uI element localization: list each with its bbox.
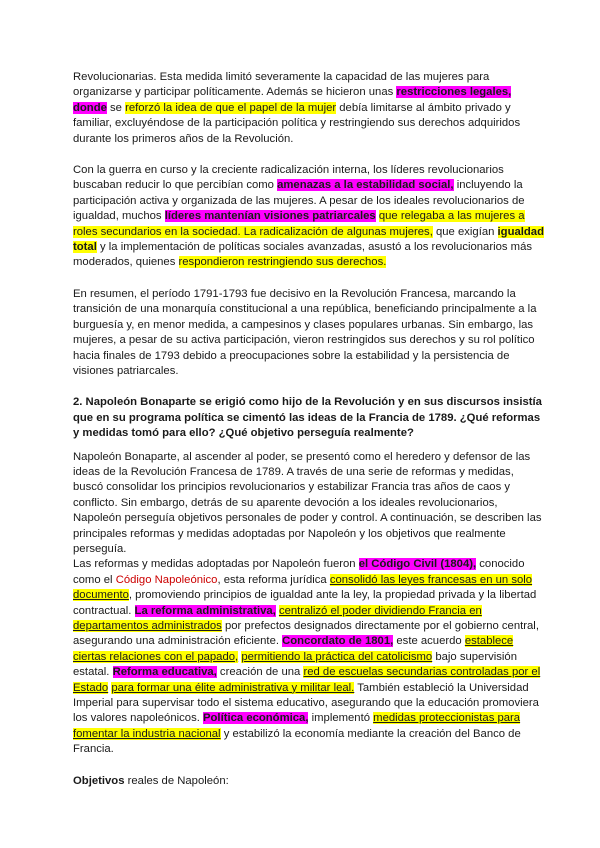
text-run: se: [106, 101, 126, 114]
text-run: incluyendo la participación activa y organizada de las mujeres. A pesar de los ideales revolucionarios de igualdad, muchos: [73, 179, 525, 223]
text-run: y estabilizó la economía mediante la creación del Banco de Francia.: [73, 727, 521, 756]
text-run: Con la guerra en curso y la creciente radicalización interna, los líderes revolucionarios buscaban reducir lo que percibían como: [73, 164, 504, 192]
paragraph-war-radicalization: [73, 163, 544, 271]
objectives-bold: Objetivos: [73, 774, 125, 787]
text-run: También estableció la Universidad Imperial para supervisar todo el sistema educativo, asegurando que la educación promoviera los valores napoleónicos.: [73, 681, 539, 725]
text-run: bajo supervisión estatal.: [73, 650, 517, 679]
red-text: Código Napoleónico: [115, 573, 218, 586]
objectives-heading: [73, 774, 544, 789]
text-run: Revolucionarias. Esta medida limitó severamente la capacidad de las mujeres para organizarse y participar políticamente. Además se hicieron unas: [73, 71, 490, 99]
highlight-magenta: Reforma educativa,: [112, 666, 217, 679]
text-run: , esta reforma jurídica: [217, 573, 330, 586]
highlight-magenta: La reforma administrativa,: [134, 604, 276, 617]
text-run: implementó: [308, 712, 374, 725]
paragraph-napoleon-intro: Napoleón Bonaparte, al ascender al poder, se presentó como el heredero y defensor de las ideas de la Revolución Francesa de 1789. A través de una serie de reformas y medidas, buscó consolidar los principios revolucionarios y estabilizar Francia tras años de caos y conflicto. Sin embargo, detrás de su aparente devoción a los ideales revolucionarios, Napoleón perseguía objetivos personales de poder y control. A continuación, se describen las principales reformas y medidas adoptadas por Napoleón y los objetivos que realmente perseguía.: [73, 450, 542, 555]
text-run: debía limitarse al ámbito privado y familiar, excluyéndose de la participación política y restringiendo sus derechos adquiridos durante los primeros años de la Revolución.: [73, 101, 521, 145]
highlight-yellow: consolidó las leyes francesas en un solo documento: [73, 573, 533, 602]
highlight-yellow: respondieron restringiendo sus derechos.: [178, 256, 387, 269]
highlight-magenta: el Código Civil (1804),: [358, 558, 477, 571]
question-heading: 2. Napoleón Bonaparte se erigió como hijo de la Revolución y en sus discursos insistía que en su programa política se cimentó las ideas de la Francia de 1789. ¿Qué reformas y medidas tomó para ello? ¿Qué objetivo perseguía realmente?: [73, 396, 542, 440]
text-run: este acuerdo: [393, 635, 465, 648]
text-run: y la implementación de políticas sociales avanzadas, asustó a los revolucionarios más moderados, quienes: [73, 241, 533, 269]
highlight-magenta: Política económica,: [203, 712, 309, 725]
highlight-yellow: centralizó el poder dividiendo Francia en departamentos administrados: [73, 604, 482, 632]
highlight-magenta: líderes mantenían visiones patriarcales: [164, 210, 376, 223]
highlight-yellow: establece ciertas relaciones con el papado,: [73, 635, 514, 663]
paragraph-women-restrictions: [73, 70, 544, 147]
text-run: que exigían: [432, 225, 498, 238]
paragraph-summary: En resumen, el período 1791-1793 fue decisivo en la Revolución Francesa, marcando la transición de una monarquía constitucional a una república, beneficiando principalmente a la burguesía y, en menor medida, a campesinos y clases populares urbanas. Sin embargo, las mujeres, a pesar de su activa participación, vieron restringidos sus derechos y su rol político hacia finales de 1793 debido a preocupaciones sobre la estabilidad y la persistencia de visiones patriarcales.: [73, 287, 537, 377]
text-run: , promoviendo principios de igualdad ante la ley, la propiedad privada y la libertad contractual.: [73, 589, 537, 617]
highlight-magenta: amenazas a la estabilidad social,: [277, 179, 454, 192]
highlight-yellow: medidas proteccionistas para fomentar la industria nacional: [73, 712, 521, 740]
highlight-yellow: red de escuelas secundarias controladas por el Estado: [73, 666, 541, 694]
highlight-magenta: Concordato de 1801,: [282, 635, 394, 648]
highlight-yellow: que relegaba a las mujeres a roles secundarios en la sociedad. La radicalización de algunas mujeres,: [73, 210, 525, 238]
highlight-yellow: reforzó la idea de que el papel de la mujer: [125, 101, 337, 114]
paragraph-napoleon-reforms: [73, 557, 544, 757]
text-run: Las reformas y medidas adoptadas por Napoleón fueron: [73, 558, 359, 571]
highlight-magenta: restricciones legales, donde: [73, 86, 512, 114]
text-run: por prefectos designados directamente por el gobierno central, asegurando una administración eficiente.: [73, 620, 539, 648]
objectives-rest: reales de Napoleón:: [124, 774, 229, 787]
highlight-yellow: para formar una élite administrativa y militar leal.: [111, 681, 355, 694]
text-run: conocido como el: [73, 558, 525, 586]
text-run: creación de una: [216, 666, 304, 679]
highlight-yellow-bold: igualdad total: [73, 225, 544, 254]
highlight-yellow: permitiendo la práctica del catolicismo: [241, 650, 433, 663]
